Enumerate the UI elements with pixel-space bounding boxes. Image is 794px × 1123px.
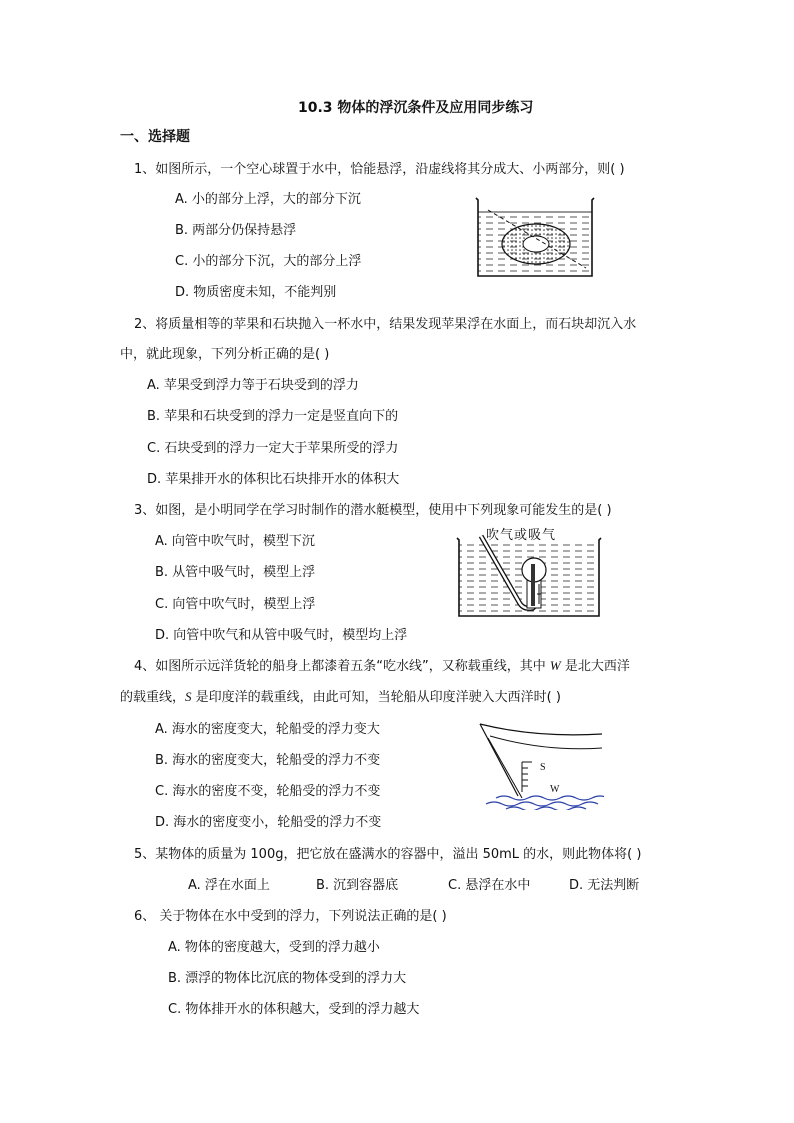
q3-stem: 3、如图，是小明同学在学习时制作的潜水艇模型，使用中下列现象可能发生的是( ) <box>134 503 612 518</box>
q4-stem-line1 <box>134 655 630 674</box>
q5-option-b: B. 沉到容器底 <box>316 878 399 893</box>
q1-option-b: B. 两部分仍保持悬浮 <box>175 223 297 238</box>
q6-stem: 6、 关于物体在水中受到的浮力，下列说法正确的是( ) <box>134 909 447 924</box>
q3-figure-label: 吹气或吸气 <box>486 528 557 543</box>
q4-stem-line1-a: 4、如图所示远洋货轮的船身上都漆着五条“吃水线”，又称载重线，其中 <box>134 659 550 674</box>
q4-stem-line2 <box>120 686 561 705</box>
q1-option-a: A. 小的部分上浮，大的部分下沉 <box>175 192 361 207</box>
q5-option-d: D. 无法判断 <box>569 878 640 893</box>
q6-option-a: A. 物体的密度越大，受到的浮力越小 <box>168 940 380 955</box>
q1-stem: 1、如图所示，一个空心球置于水中，恰能悬浮，沿虚线将其分成大、小两部分，则( ) <box>134 162 625 177</box>
q4-stem-line2-a: 的载重线， <box>120 690 186 705</box>
q4-option-c: C. 海水的密度不变，轮船受的浮力不变 <box>155 784 381 799</box>
q4-option-d: D. 海水的密度变小，轮船受的浮力不变 <box>155 815 382 830</box>
q6-option-c: C. 物体排开水的体积越大，受到的浮力越大 <box>168 1002 420 1017</box>
q4-figure-label-s: S <box>540 762 546 773</box>
q5-stem: 5、某物体的质量为 100g，把它放在盛满水的容器中，溢出 50mL 的水，则此物体将( ) <box>134 847 642 862</box>
q6-option-b: B. 漂浮的物体比沉底的物体受到的浮力大 <box>168 971 407 986</box>
q3-option-d: D. 向管中吹气和从管中吸气时，模型均上浮 <box>155 628 408 643</box>
q2-option-d: D. 苹果排开水的体积比石块排开水的体积大 <box>147 472 400 487</box>
q4-figure-label-w: W <box>550 784 560 795</box>
section-heading: 一、选择题 <box>120 129 190 145</box>
q2-option-a: A. 苹果受到浮力等于石块受到的浮力 <box>147 378 359 393</box>
page-title: 10.3 物体的浮沉条件及应用同步练习 <box>298 100 534 116</box>
q4-stem-line1-b: 是北大西洋 <box>560 659 630 674</box>
q1-figure-hollow-ball-in-water <box>474 196 598 280</box>
q1-option-c: C. 小的部分下沉，大的部分上浮 <box>175 254 362 269</box>
q2-stem-line1: 2、将质量相等的苹果和石块抛入一杯水中，结果发现苹果浮在水面上，而石块却沉入水 <box>134 317 637 332</box>
q4-option-a: A. 海水的密度变大，轮船受的浮力变大 <box>155 722 380 737</box>
q4-stem-w: W <box>549 658 561 673</box>
q4-option-b: B. 海水的密度变大，轮船受的浮力不变 <box>155 753 381 768</box>
q3-option-b: B. 从管中吸气时，模型上浮 <box>155 565 316 580</box>
q4-stem-s: S <box>185 689 192 704</box>
q5-option-c: C. 悬浮在水中 <box>448 878 531 893</box>
q1-option-d: D. 物质密度未知，不能判别 <box>175 285 337 300</box>
q5-option-a: A. 浮在水面上 <box>188 878 270 893</box>
q3-option-a: A. 向管中吹气时，模型下沉 <box>155 534 315 549</box>
q2-option-b: B. 苹果和石块受到的浮力一定是竖直向下的 <box>147 409 399 424</box>
q2-option-c: C. 石块受到的浮力一定大于苹果所受的浮力 <box>147 441 399 456</box>
q3-option-c: C. 向管中吹气时，模型上浮 <box>155 597 316 612</box>
q4-stem-line2-b: 是印度洋的载重线，由此可知，当轮船从印度洋驶入大西洋时( ) <box>191 690 561 705</box>
q2-stem-line2: 中，就此现象，下列分析正确的是( ) <box>120 347 330 362</box>
